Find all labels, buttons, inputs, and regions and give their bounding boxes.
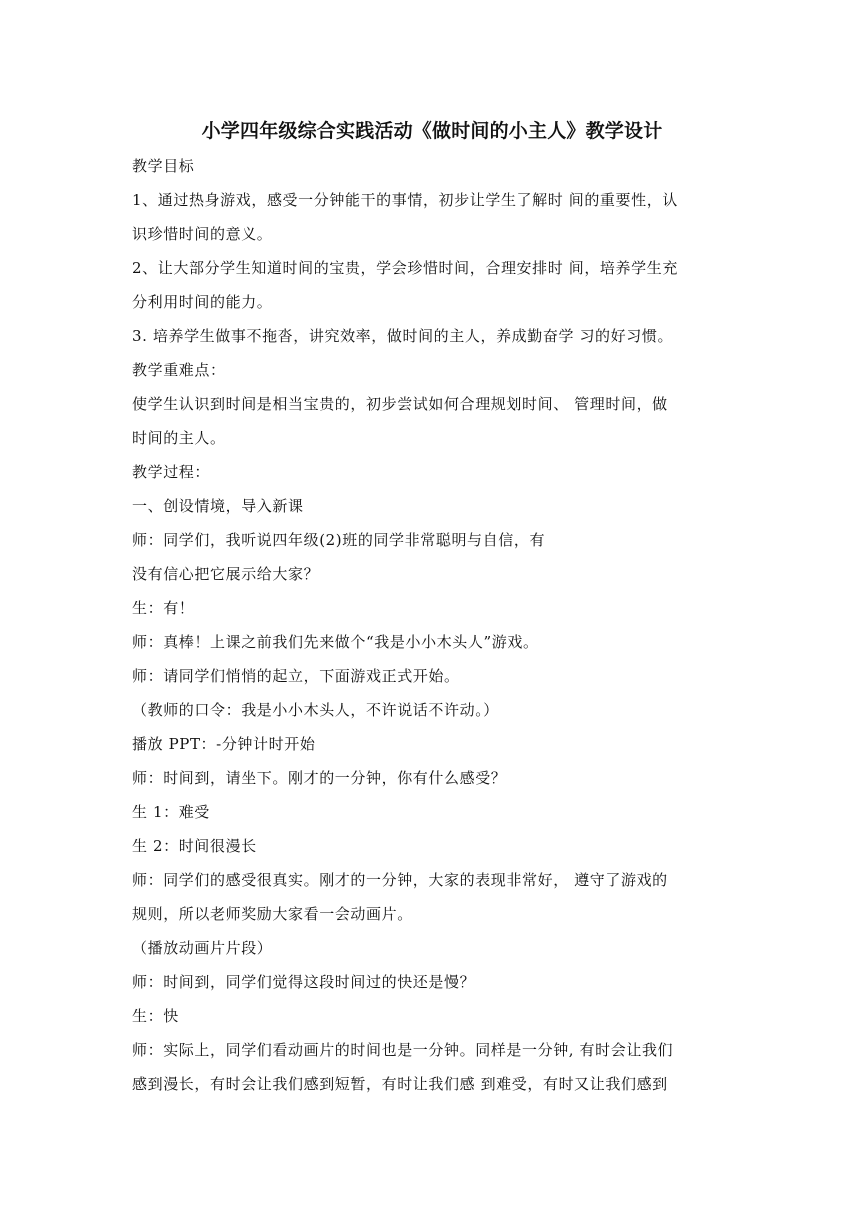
text-line: 分利用时间的能力。 bbox=[132, 293, 273, 311]
text-line: 规则，所以老师奖励大家看一会动画片。 bbox=[132, 905, 413, 923]
text-line: 1、通过热身游戏，感受一分钟能干的事情，初步让学生了解时 间的重要性，认 bbox=[132, 191, 678, 209]
text-line: 生：快 bbox=[132, 1007, 179, 1025]
text-line: 师：时间到，同学们觉得这段时间过的快还是慢？ bbox=[132, 973, 476, 991]
text-line: 师：同学们的感受很真实。刚才的一分钟，大家的表现非常好， 遵守了游戏的 bbox=[132, 871, 668, 889]
text-line: 教学重难点： bbox=[132, 361, 226, 379]
text-line: （教师的口令：我是小小木头人，不许说话不许动。） bbox=[132, 701, 499, 719]
text-line: 使学生认识到时间是相当宝贵的，初步尝试如何合理规划时间、 管理时间，做 bbox=[132, 395, 668, 413]
text-line: 师：实际上，同学们看动画片的时间也是一分钟。同样是一分钟, 有时会让我们 bbox=[132, 1041, 674, 1059]
text-line: 生 2：时间很漫长 bbox=[132, 837, 257, 855]
text-line: 时间的主人。 bbox=[132, 429, 226, 447]
document-body bbox=[132, 149, 732, 1101]
text-line: （播放动画片片段） bbox=[132, 939, 273, 957]
text-line: 教学过程： bbox=[132, 463, 211, 481]
text-line: 师：真棒！上课之前我们先来做个“我是小小木头人”游戏。 bbox=[132, 633, 539, 651]
text-line: 识珍惜时间的意义。 bbox=[132, 225, 273, 243]
text-line: 生：有！ bbox=[132, 599, 195, 617]
text-line: 师：同学们，我听说四年级(2)班的同学非常聪明与自信，有 bbox=[132, 531, 546, 549]
text-line: 生 1：难受 bbox=[132, 803, 210, 821]
text-line: 3. 培养学生做事不拖沓，讲究效率，做时间的主人，养成勤奋学 习的好习惯。 bbox=[132, 327, 674, 345]
text-line: 播放 PPT：-分钟计时开始 bbox=[132, 735, 316, 753]
text-line: 2、让大部分学生知道时间的宝贵，学会珍惜时间，合理安排时 间，培养学生充 bbox=[132, 259, 678, 277]
text-line: 师：请同学们悄悄的起立，下面游戏正式开始。 bbox=[132, 667, 460, 685]
document-title: 小学四年级综合实践活动《做时间的小主人》教学设计 bbox=[201, 120, 663, 142]
document-page bbox=[132, 116, 732, 1101]
text-line: 教学目标 bbox=[132, 157, 195, 175]
text-line: 感到漫长，有时会让我们感到短暂，有时让我们感 到难受，有时又让我们感到 bbox=[132, 1075, 668, 1093]
text-line: 没有信心把它展示给大家？ bbox=[132, 565, 320, 583]
text-line: 师：时间到，请坐下。刚才的一分钟，你有什么感受？ bbox=[132, 769, 507, 787]
text-line: 一、创设情境，导入新课 bbox=[132, 497, 304, 515]
